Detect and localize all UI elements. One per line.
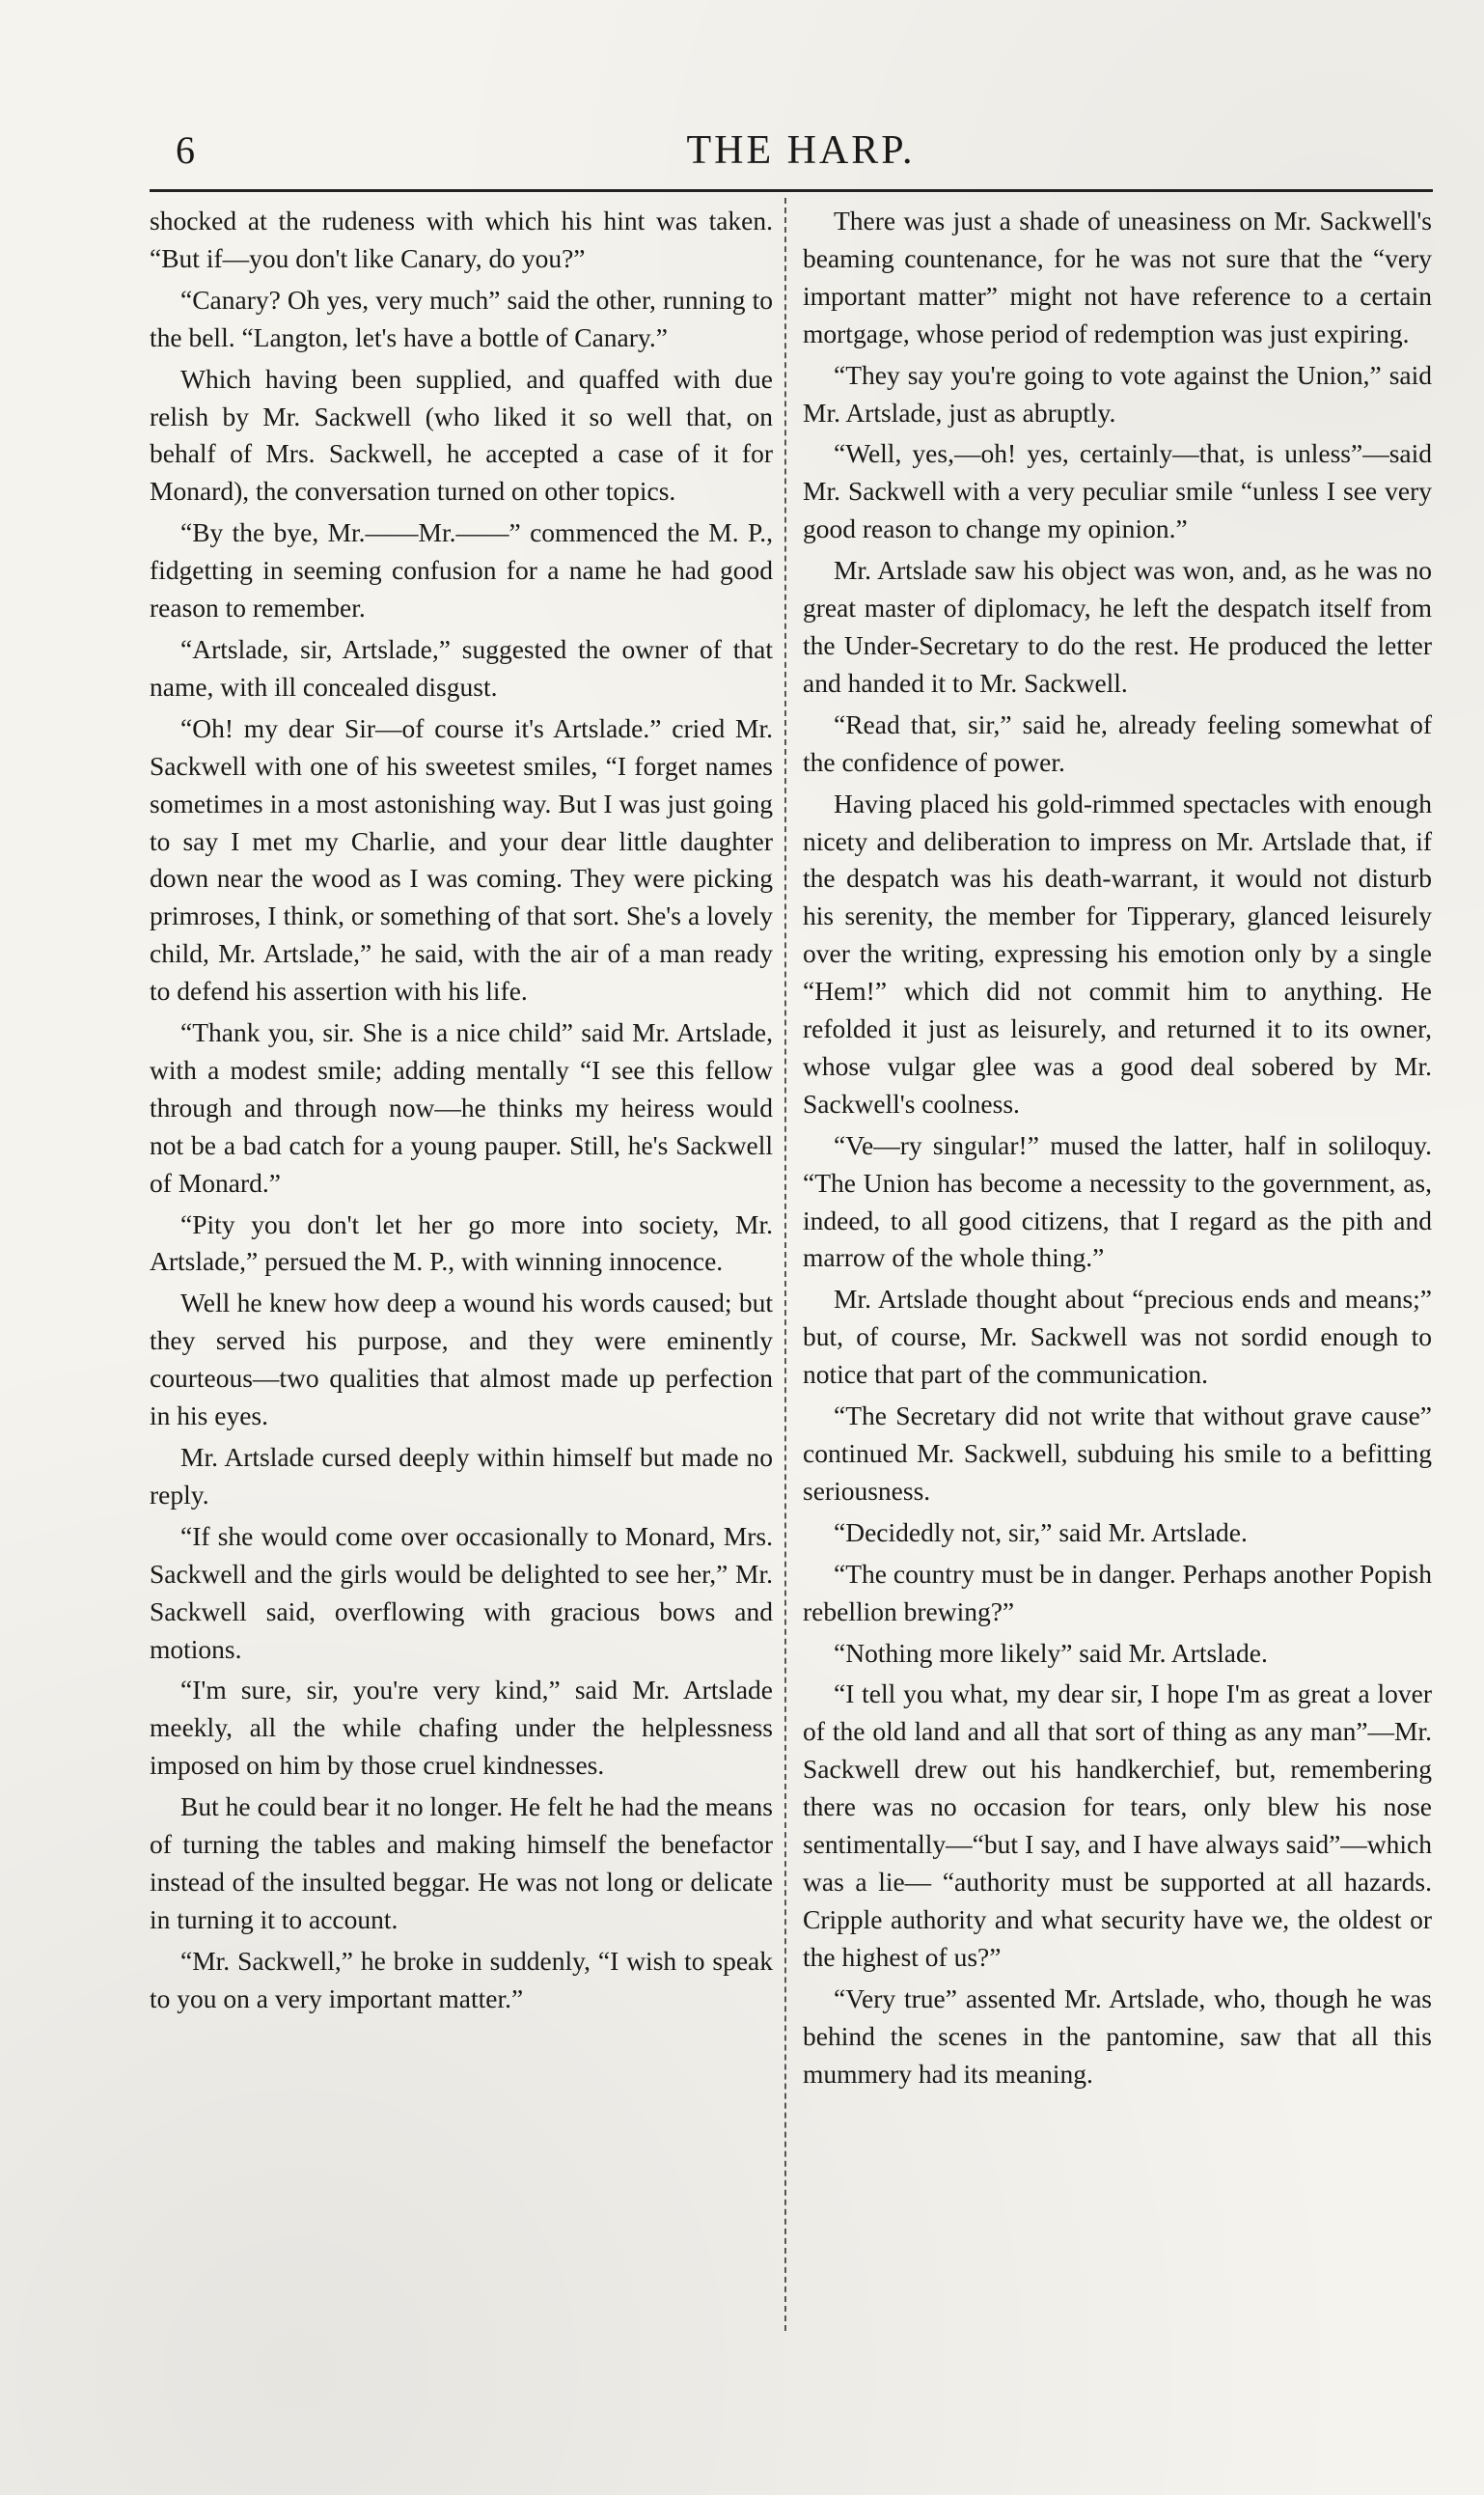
paragraph: “Very true” assented Mr. Artslade, who, though he was behind the scenes in the pantomine, saw that all this mummery had its meaning. xyxy=(803,1982,1432,2089)
paragraph: Having placed his gold-rimmed spectacles with enough nicety and deliberation to impress on Mr. Artslade that, if the despatch was his death-warrant, it would not disturb his serenity, the member for Tipperary, glanced leisurely over the writing, expressing his emotion only by a single “Hem!” which did not commit him to anything. He refolded it just as leisurely, and returned it to its owner, whose vulgar glee was a good deal sobered by Mr. Sackwell's coolness. xyxy=(803,788,1432,1119)
page-number: 6 xyxy=(176,128,195,172)
paragraph: “Mr. Sackwell,” he broke in suddenly, “I wish to speak to you on a very important matter.” xyxy=(150,1945,773,2013)
paragraph: “By the bye, Mr.——Mr.——” commenced the M. P., fidgetting in seeming confusion for a name he had good reason to remember. xyxy=(150,517,773,624)
paragraph: “They say you're going to vote against the Union,” said Mr. Artslade, just as abruptly. xyxy=(803,359,1432,428)
paragraph: There was just a shade of uneasiness on Mr. Sackwell's beaming countenance, for he was not sure that the “very important matter” might not have reference to a certain mortgage, whose period of redemption was just expiring. xyxy=(803,206,1432,348)
paragraph: “Read that, sir,” said he, already feeling somewhat of the confidence of power. xyxy=(803,708,1432,777)
paragraph: Mr. Artslade saw his object was won, and, as he was no great master of diplomacy, he left the despatch itself from the Under-Secretary to do the rest. He produced the letter and handed it to Mr. Sackwell. xyxy=(803,555,1432,698)
paragraph: “Oh! my dear Sir—of course it's Artslade.” cried Mr. Sackwell with one of his sweetest smiles, “I forget names sometimes in a most astonishing way. But I was just going to say I met my Charlie, and your dear little daughter down near the wood as I was coming. They were picking primroses, I think, or something of that sort. She's a lovely child, Mr. Artslade,” he said, with the air of a man ready to defend his assertion with his life. xyxy=(150,712,773,1007)
paragraph: Which having been supplied, and quaffed with due relish by Mr. Sackwell (who liked it so well that, on behalf of Mrs. Sackwell, he accepted a case of it for Monard), the conversation turned on other topics. xyxy=(150,363,773,507)
paragraph: “If she would come over occasionally to Monard, Mrs. Sackwell and the girls would be delighted to see her,” Mr. Sackwell said, overflowing with gracious bows and motions. xyxy=(150,1520,773,1664)
paragraph: shocked at the rudeness with which his hint was taken. “But if—you don't like Canary, do you?” xyxy=(150,206,773,273)
paragraph: “I'm sure, sir, you're very kind,” said Mr. Artslade meekly, all the while chafing under the helplessness imposed on him by those cruel kindnesses. xyxy=(150,1675,773,1781)
paragraph: Mr. Artslade thought about “precious ends and means;” but, of course, Mr. Sackwell was not sordid enough to notice that part of the communication. xyxy=(803,1284,1432,1390)
paragraph: “Ve—ry singular!” mused the latter, half in soliloquy. “The Union has become a necessity to the government, as, indeed, to all good citizens, that I regard as the pith and marrow of the whole thing.” xyxy=(803,1129,1432,1273)
paragraph: “Artslade, sir, Artslade,” suggested the owner of that name, with ill concealed disgust. xyxy=(150,633,773,702)
paragraph: “Canary? Oh yes, very much” said the other, running to the bell. “Langton, let's have a bottle of Canary.” xyxy=(150,284,773,352)
paragraph: But he could bear it no longer. He felt he had the means of turning the tables and making himself the benefactor instead of the insulted beggar. He was not long or delicate in turning it to account. xyxy=(150,1791,773,1934)
paragraph: Mr. Artslade cursed deeply within himself but made no reply. xyxy=(150,1442,773,1510)
paragraph: “Nothing more likely” said Mr. Artslade. xyxy=(834,1637,1268,1668)
paragraph: “Pity you don't let her go more into society, Mr. Artslade,” persued the M. P., with winning innocence. xyxy=(150,1208,773,1277)
paragraph: Well he knew how deep a wound his words caused; but they served his purpose, and they were eminently courteous—two qualities that almost made up perfection in his eyes. xyxy=(150,1288,773,1431)
paragraph: “The Secretary did not write that without grave cause” continued Mr. Sackwell, subduing his smile to a befitting seriousness. xyxy=(803,1400,1432,1506)
paragraph: “I tell you what, my dear sir, I hope I'm as great a lover of the old land and all that sort of thing as any man”—Mr. Sackwell drew out his handkerchief, but, remembering there was no occasion for tears, only blew his nose sentimentally—“but I say, and I have always said”—which was a lie— “authority must be supported at all hazards. Cripple authority and what security have we, the oldest or the highest of us?” xyxy=(803,1678,1432,1972)
paragraph: “Decidedly not, sir,” said Mr. Artslade. xyxy=(834,1516,1248,1547)
paragraph: “Well, yes,—oh! yes, certainly—that, is unless”—said Mr. Sackwell with a very peculiar smile “unless I see very good reason to change my opinion.” xyxy=(803,438,1432,544)
left-column xyxy=(150,203,773,2022)
paragraph: “The country must be in danger. Perhaps another Popish rebellion brewing?” xyxy=(803,1558,1432,1626)
page-header xyxy=(164,127,1438,185)
paragraph: “Thank you, sir. She is a nice child” said Mr. Artslade, with a modest smile; adding mentally “I see this fellow through and through now—he thinks my heiress would not be a bad catch for a young pauper. Still, he's Sackwell of Monard.” xyxy=(150,1017,773,1198)
column-divider xyxy=(784,198,786,2331)
masthead-title: THE HARP. xyxy=(686,128,916,173)
right-column xyxy=(803,203,1432,2096)
header-rule xyxy=(150,189,1433,192)
